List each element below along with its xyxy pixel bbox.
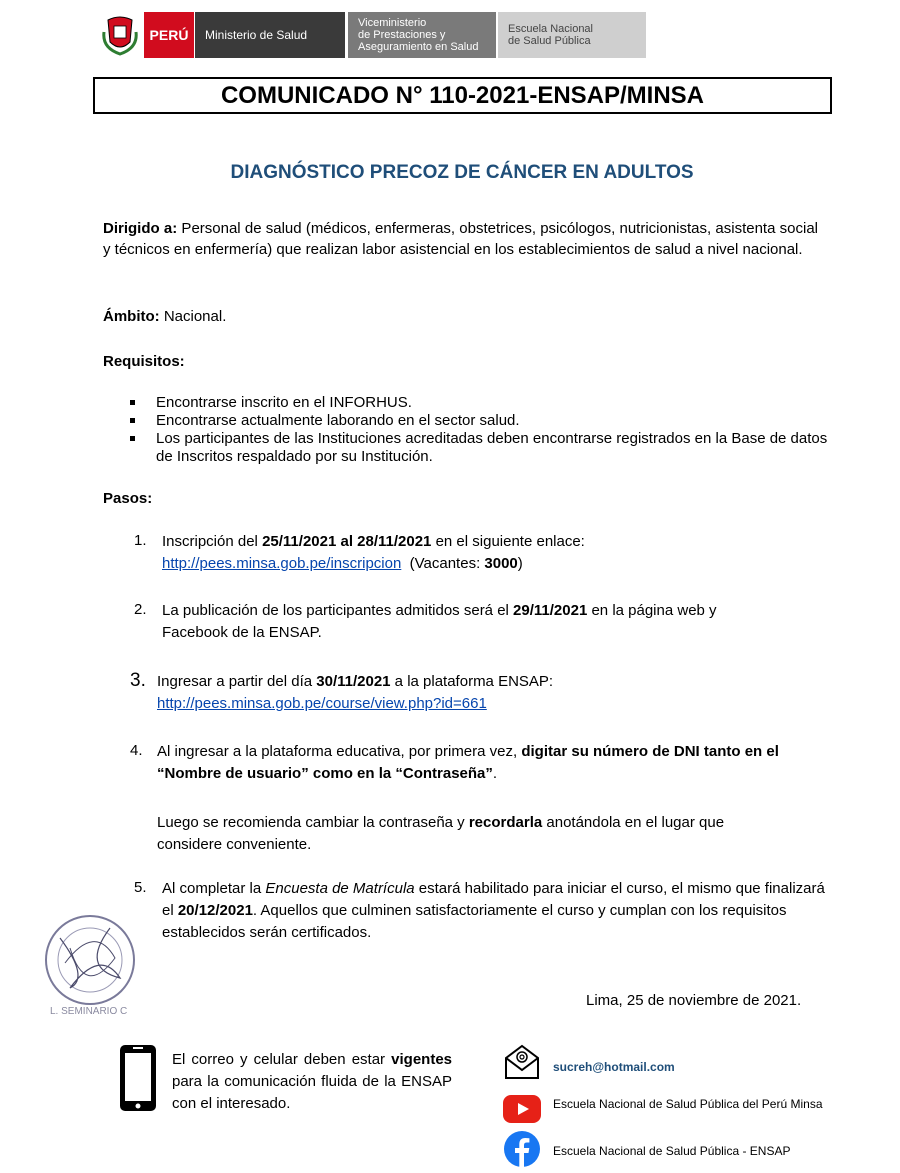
step-4-number: 4. <box>130 742 143 759</box>
step-3: Ingresar a partir del día 30/11/2021 a la plataforma ENSAP: http://pees.minsa.gob.pe/course/view.php?id=661 <box>157 673 554 712</box>
list-item: Encontrarse inscrito en el INFORHUS. <box>156 394 836 412</box>
step-4: Al ingresar a la plataforma educativa, por primera vez, digitar su número de DNI tanto en el “Nombre de usuario” como en la “Contraseña”. <box>157 743 779 782</box>
step-5: Al completar la Encuesta de Matrícula estará habilitado para iniciar el curso, el mismo que finalizará el 20/12/2021. Aquellos que culminen satisfactoriamente el curso y cumplan con los requisitos establecidos serán certificados. <box>162 880 825 941</box>
step-3-number: 3. <box>130 670 146 691</box>
step-5-number: 5. <box>134 879 147 896</box>
facebook-page[interactable]: Escuela Nacional de Salud Pública - ENSAP <box>553 1144 791 1158</box>
step-4-note: Luego se recomienda cambiar la contraseña y recordarla anotándola en el lugar que considere conveniente. <box>157 814 725 853</box>
dirigido-paragraph: Dirigido a: Personal de salud (médicos, enfermeras, obstetrices, psicólogos, nutricionistas, asistenta social y técnicos en enfermería) que realizan labor asistencial en los establecimientos de salud a nivel nacional. <box>103 220 818 258</box>
peru-badge: PERÚ <box>144 12 194 58</box>
requisitos-heading: Requisitos: <box>103 353 185 370</box>
ambito-paragraph: Ámbito: Nacional. <box>103 308 227 325</box>
email-icon <box>503 1044 541 1080</box>
school-label: Escuela Nacional de Salud Pública <box>498 12 646 58</box>
step-1: Inscripción del 25/11/2021 al 28/11/2021 en el siguiente enlace: http://pees.minsa.gob.pe/inscripcion (Vacantes: 3000) <box>162 533 585 572</box>
date-line: Lima, 25 de noviembre de 2021. <box>586 992 802 1009</box>
document-subtitle: DIAGNÓSTICO PRECOZ DE CÁNCER EN ADULTOS <box>230 162 694 183</box>
viceministry-label: Viceministerio de Prestaciones y Aseguramiento en Salud <box>348 12 496 58</box>
pasos-heading: Pasos: <box>103 490 153 507</box>
inscripcion-link[interactable]: http://pees.minsa.gob.pe/inscripcion <box>162 555 402 572</box>
youtube-icon[interactable] <box>503 1095 541 1123</box>
step-2-number: 2. <box>134 601 147 618</box>
document-title: COMUNICADO N° 110-2021-ENSAP/MINSA <box>93 77 832 114</box>
step-2: La publicación de los participantes admitidos será el 29/11/2021 en la página web y Facebook de la ENSAP. <box>162 602 717 641</box>
contact-notice: El correo y celular deben estar vigentes para la comunicación fluida de la ENSAP con el interesado. <box>172 1051 452 1112</box>
mobile-phone-icon <box>118 1043 158 1113</box>
stamp-text: L. SEMINARIO C <box>50 1006 128 1017</box>
facebook-icon[interactable] <box>503 1130 541 1168</box>
official-stamp <box>40 908 140 1026</box>
youtube-channel[interactable]: Escuela Nacional de Salud Pública del Perú Minsa <box>553 1097 823 1111</box>
email-link[interactable]: sucreh@hotmail.com <box>553 1060 675 1074</box>
list-item: Los participantes de las Instituciones acreditadas deben encontrarse registrados en la Base de datos de Inscritos respaldado por su Institución. <box>156 430 836 466</box>
list-item: Encontrarse actualmente laborando en el sector salud. <box>156 412 836 430</box>
ministry-label: Ministerio de Salud <box>195 12 345 58</box>
course-link[interactable]: http://pees.minsa.gob.pe/course/view.php?id=661 <box>157 695 487 712</box>
peru-coat-of-arms-icon <box>100 12 140 58</box>
step-1-number: 1. <box>134 532 147 549</box>
